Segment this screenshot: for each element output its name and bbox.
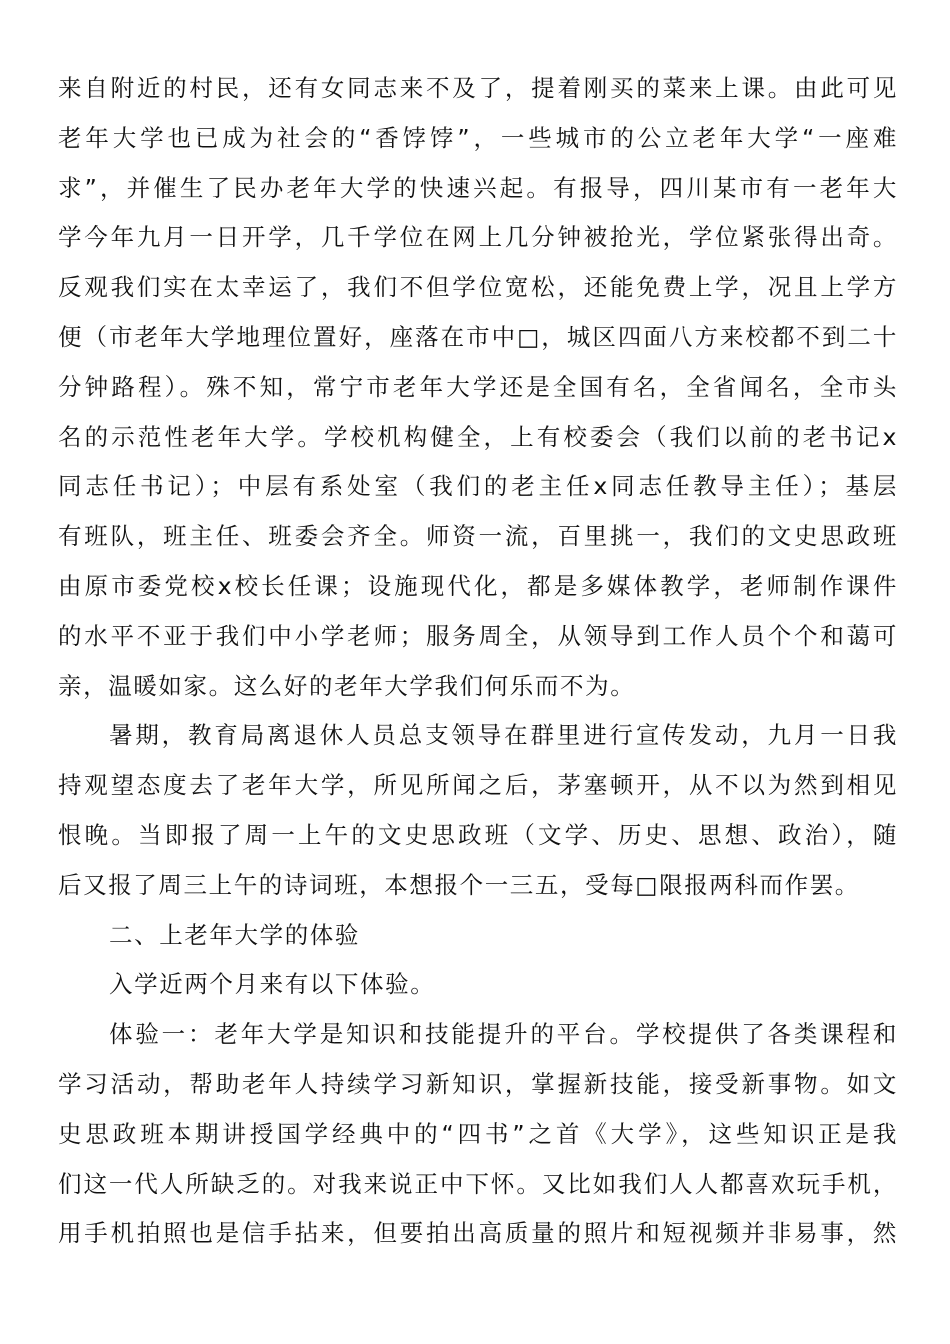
text-line: 持观望态度去了老年大学，所见所闻之后，茅塞顿开，从不以为然到相见 <box>58 771 898 800</box>
text-line: 学今年九月一日开学，几千学位在网上几分钟被抢光，学位紧张得出奇。 <box>58 223 898 252</box>
text-line: 来自附近的村民，还有女同志来不及了，提着刚买的菜来上课。由此可见 <box>58 74 898 102</box>
text-line: 暑期，教育局离退休人员总支领导在群里进行宣传发动，九月一日我 <box>109 721 898 750</box>
text-line: 分钟路程）。殊不知，常宁市老年大学还是全国有名，全省闻名，全市头 <box>58 372 898 401</box>
text-line: 后又报了周三上午的诗词班，本想报个一三五，受每□限报两科而作罢。 <box>58 870 860 899</box>
text-line: 的水平不亚于我们中小学老师；服务周全，从领导到工作人员个个和蔼可 <box>58 621 898 650</box>
text-line: 二、上老年大学的体验 <box>109 920 360 949</box>
text-line: 用手机拍照也是信手拈来，但要拍出高质量的照片和短视频并非易事，然 <box>58 1219 898 1248</box>
text-line: 便（市老年大学地理位置好，座落在市中□，城区四面八方来校都不到二十 <box>58 322 898 351</box>
text-line: 体验一：老年大学是知识和技能提升的平台。学校提供了各类课程和 <box>109 1020 898 1049</box>
document-page <box>58 64 898 1259</box>
text-line: 名的示范性老年大学。学校机构健全，上有校委会（我们以前的老书记x <box>58 422 898 451</box>
text-line: 老年大学也已成为社会的“香饽饽”，一些城市的公立老年大学“一座难 <box>58 123 898 152</box>
text-line: 亲，温暖如家。这么好的老年大学我们何乐而不为。 <box>58 671 636 700</box>
text-line: 入学近两个月来有以下体验。 <box>109 970 436 999</box>
text-line: 学习活动，帮助老年人持续学习新知识，掌握新技能，接受新事物。如文 <box>58 1069 898 1098</box>
text-line: 由原市委党校x校长任课；设施现代化，都是多媒体教学，老师制作课件 <box>58 571 898 600</box>
text-line: 们这一代人所缺乏的。对我来说正中下怀。又比如我们人人都喜欢玩手机， <box>58 1169 898 1198</box>
text-line: 恨晚。当即报了周一上午的文史思政班（文学、历史、思想、政治），随 <box>58 820 898 849</box>
text-line: 史思政班本期讲授国学经典中的“四书”之首《大学》，这些知识正是我 <box>58 1119 898 1148</box>
text-line: 有班队，班主任、班委会齐全。师资一流，百里挑一，我们的文史思政班 <box>58 522 898 551</box>
text-line: 求”，并催生了民办老年大学的快速兴起。有报导，四川某市有一老年大 <box>58 173 898 202</box>
text-line: 同志任书记）；中层有系处室（我们的老主任x同志任教导主任）；基层 <box>58 472 898 501</box>
text-line: 反观我们实在太幸运了，我们不但学位宽松，还能免费上学，况且上学方 <box>58 273 898 302</box>
